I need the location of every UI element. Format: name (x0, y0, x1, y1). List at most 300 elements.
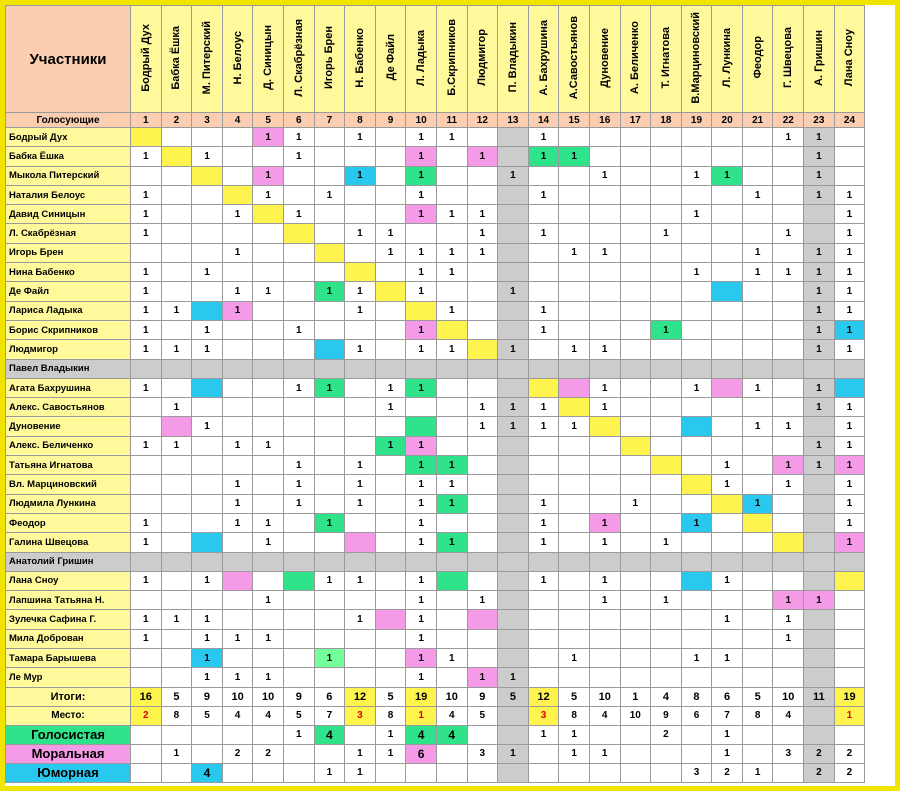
vote-cell: 1 (589, 591, 620, 610)
vote-cell (314, 166, 345, 185)
vote-cell (467, 320, 498, 339)
vote-cell: 1 (253, 591, 284, 610)
vote-cell: 1 (773, 475, 804, 494)
vote-cell (681, 475, 712, 494)
vote-cell (712, 398, 743, 417)
vote-cell (559, 166, 590, 185)
summary-cell: 2 (253, 744, 284, 763)
vote-cell: 1 (406, 475, 437, 494)
vote-cell: 1 (283, 128, 314, 147)
vote-cell (589, 320, 620, 339)
vote-cell: 1 (498, 340, 529, 359)
vote-cell (192, 359, 223, 378)
vote-cell (651, 128, 682, 147)
vote-cell (620, 610, 651, 629)
column-header (467, 6, 498, 113)
vote-cell (406, 359, 437, 378)
summary-cell: 8 (161, 706, 192, 725)
vote-cell (192, 513, 223, 532)
vote-cell (222, 224, 253, 243)
participant-row (6, 340, 865, 359)
vote-cell (498, 494, 529, 513)
vote-cell (406, 301, 437, 320)
vote-cell (620, 533, 651, 552)
vote-cell: 1 (436, 494, 467, 513)
vote-cell (589, 649, 620, 668)
vote-cell (253, 398, 284, 417)
vote-cell (651, 301, 682, 320)
vote-cell (559, 359, 590, 378)
vote-cell (222, 591, 253, 610)
vote-cell (559, 629, 590, 648)
vote-cell: 1 (773, 417, 804, 436)
vote-cell: 1 (742, 185, 773, 204)
vote-cell (192, 552, 223, 571)
vote-cell: 1 (222, 436, 253, 455)
vote-cell: 1 (773, 456, 804, 475)
vote-cell (742, 533, 773, 552)
vote-cell (681, 224, 712, 243)
voter-number: 6 (283, 113, 314, 128)
vote-cell (804, 475, 835, 494)
vote-cell (314, 668, 345, 687)
summary-cell: 9 (283, 687, 314, 706)
vote-cell (559, 494, 590, 513)
vote-cell (283, 263, 314, 282)
vote-cell: 1 (406, 263, 437, 282)
vote-cell (253, 340, 284, 359)
participant-row (6, 591, 865, 610)
vote-cell (804, 571, 835, 590)
vote-cell: 1 (406, 494, 437, 513)
column-header (314, 6, 345, 113)
vote-cell (742, 649, 773, 668)
vote-cell (681, 591, 712, 610)
vote-cell (467, 378, 498, 397)
vote-cell: 1 (406, 649, 437, 668)
summary-cell: 2 (804, 744, 835, 763)
vote-cell (589, 282, 620, 301)
vote-cell (436, 147, 467, 166)
summary-cell (253, 763, 284, 782)
vote-cell: 1 (253, 166, 284, 185)
vote-cell (161, 494, 192, 513)
participant-name: Игорь Брен (6, 243, 131, 262)
vote-cell: 1 (834, 533, 865, 552)
vote-cell: 1 (283, 147, 314, 166)
vote-cell: 1 (131, 205, 162, 224)
vote-cell: 1 (834, 282, 865, 301)
vote-cell (498, 378, 529, 397)
summary-cell: 11 (804, 687, 835, 706)
column-header-label: А. Беличенко (629, 20, 642, 95)
vote-cell (498, 185, 529, 204)
summary-cell (681, 725, 712, 744)
vote-cell: 1 (804, 282, 835, 301)
vote-cell: 1 (834, 475, 865, 494)
summary-cell: 1 (375, 725, 406, 744)
vote-cell (742, 629, 773, 648)
vote-cell: 1 (773, 591, 804, 610)
vote-cell: 1 (804, 398, 835, 417)
vote-cell (375, 533, 406, 552)
vote-cell (712, 205, 743, 224)
summary-cell (498, 725, 529, 744)
column-header-label: Бабка Ёшка (170, 25, 183, 90)
vote-cell (528, 552, 559, 571)
vote-cell (498, 533, 529, 552)
summary-cell: 5 (559, 687, 590, 706)
vote-cell (161, 513, 192, 532)
vote-cell (528, 668, 559, 687)
vote-cell (406, 224, 437, 243)
vote-cell: 1 (192, 610, 223, 629)
vote-cell (314, 224, 345, 243)
vote-cell (222, 128, 253, 147)
vote-cell (314, 301, 345, 320)
vote-cell (192, 301, 223, 320)
vote-cell: 1 (467, 243, 498, 262)
vote-cell (345, 552, 376, 571)
vote-cell (712, 629, 743, 648)
vote-cell (314, 205, 345, 224)
column-header (681, 6, 712, 113)
vote-cell (528, 436, 559, 455)
vote-cell (834, 552, 865, 571)
summary-cell (834, 725, 865, 744)
vote-cell (375, 610, 406, 629)
vote-cell (804, 610, 835, 629)
vote-cell (773, 436, 804, 455)
vote-cell: 1 (406, 166, 437, 185)
vote-cell: 1 (804, 320, 835, 339)
vote-cell: 1 (192, 629, 223, 648)
summary-cell (804, 706, 835, 725)
vote-cell: 1 (406, 282, 437, 301)
summary-cell (314, 744, 345, 763)
summary-cell: 10 (253, 687, 284, 706)
vote-cell (436, 591, 467, 610)
summary-cell: 1 (712, 725, 743, 744)
vote-cell (620, 571, 651, 590)
vote-cell (467, 340, 498, 359)
vote-cell: 1 (192, 571, 223, 590)
vote-cell (131, 552, 162, 571)
summary-cell: 4 (222, 706, 253, 725)
vote-cell (467, 649, 498, 668)
voter-number: 24 (834, 113, 865, 128)
summary-cell: 1 (345, 763, 376, 782)
vote-cell (436, 166, 467, 185)
vote-cell (498, 513, 529, 532)
vote-cell (804, 649, 835, 668)
vote-cell (712, 533, 743, 552)
vote-cell (651, 436, 682, 455)
participant-row (6, 533, 865, 552)
vote-cell: 1 (773, 629, 804, 648)
vote-cell (589, 359, 620, 378)
vote-cell (498, 243, 529, 262)
column-header-label: Дуновение (598, 27, 611, 88)
vote-cell (742, 340, 773, 359)
vote-cell (559, 263, 590, 282)
vote-cell (161, 282, 192, 301)
summary-cell: 3 (528, 706, 559, 725)
participant-name: Давид Синицын (6, 205, 131, 224)
vote-cell: 1 (283, 456, 314, 475)
vote-cell (498, 591, 529, 610)
vote-cell: 1 (589, 166, 620, 185)
participant-row (6, 436, 865, 455)
vote-cell (345, 533, 376, 552)
column-header (131, 6, 162, 113)
vote-cell: 1 (834, 417, 865, 436)
vote-cell (559, 456, 590, 475)
vote-cell (712, 378, 743, 397)
vote-cell (131, 456, 162, 475)
vote-cell: 1 (742, 494, 773, 513)
vote-cell (253, 649, 284, 668)
vote-cell: 1 (467, 224, 498, 243)
summary-cell: 2 (834, 744, 865, 763)
column-header-label: Т. Игнатова (659, 26, 672, 89)
vote-cell (498, 456, 529, 475)
vote-cell (834, 571, 865, 590)
participant-row (6, 513, 865, 532)
vote-cell (559, 301, 590, 320)
vote-cell (498, 205, 529, 224)
vote-cell: 1 (283, 205, 314, 224)
vote-cell (253, 494, 284, 513)
vote-cell (192, 398, 223, 417)
vote-cell (773, 282, 804, 301)
vote-cell (222, 456, 253, 475)
summary-cell (283, 744, 314, 763)
vote-cell (375, 494, 406, 513)
summary-cell: 2 (651, 725, 682, 744)
voter-number: 13 (498, 113, 529, 128)
vote-cell (161, 263, 192, 282)
vote-cell (589, 147, 620, 166)
vote-cell (528, 378, 559, 397)
vote-cell: 1 (467, 147, 498, 166)
vote-cell: 1 (131, 224, 162, 243)
voters-label: Голосующие (6, 113, 131, 128)
vote-cell (222, 185, 253, 204)
vote-cell (314, 552, 345, 571)
vote-cell: 1 (406, 185, 437, 204)
vote-cell (253, 378, 284, 397)
vote-cell (681, 436, 712, 455)
summary-cell: 10 (620, 706, 651, 725)
vote-cell (314, 359, 345, 378)
vote-cell: 1 (345, 610, 376, 629)
vote-cell (742, 166, 773, 185)
vote-cell (375, 128, 406, 147)
vote-cell (192, 185, 223, 204)
vote-cell (345, 243, 376, 262)
vote-cell (467, 513, 498, 532)
column-header-label: Бодрый Дух (139, 23, 152, 92)
vote-cell (436, 359, 467, 378)
participant-row (6, 263, 865, 282)
summary-cell (528, 763, 559, 782)
summary-cell (651, 744, 682, 763)
vote-cell (375, 282, 406, 301)
vote-cell: 1 (253, 533, 284, 552)
summary-cell: 3 (345, 706, 376, 725)
vote-cell: 1 (834, 224, 865, 243)
column-header (804, 6, 835, 113)
column-header-label: А.Савостьянов (568, 15, 581, 100)
vote-cell (436, 282, 467, 301)
vote-cell (131, 668, 162, 687)
vote-cell: 1 (528, 513, 559, 532)
vote-cell (161, 359, 192, 378)
vote-cell (131, 417, 162, 436)
summary-cell: 5 (742, 687, 773, 706)
vote-cell (620, 591, 651, 610)
summary-cell (773, 763, 804, 782)
vote-cell: 1 (681, 649, 712, 668)
column-header (773, 6, 804, 113)
participant-name: Л. Скабрёзная (6, 224, 131, 243)
vote-cell (528, 205, 559, 224)
participant-name: Анатолий Гришин (6, 552, 131, 571)
vote-cell (834, 359, 865, 378)
summary-cell (345, 725, 376, 744)
summary-cell: 5 (498, 687, 529, 706)
vote-cell (681, 340, 712, 359)
vote-cell: 1 (253, 185, 284, 204)
vote-cell (742, 475, 773, 494)
vote-cell: 1 (559, 340, 590, 359)
summary-cell: 7 (314, 706, 345, 725)
vote-cell (161, 629, 192, 648)
vote-cell (375, 166, 406, 185)
vote-cell (345, 205, 376, 224)
vote-cell (253, 320, 284, 339)
summary-cell: 9 (467, 687, 498, 706)
vote-cell (773, 533, 804, 552)
vote-cell (742, 224, 773, 243)
vote-cell (161, 668, 192, 687)
vote-cell: 1 (528, 533, 559, 552)
vote-cell: 1 (406, 533, 437, 552)
vote-cell: 1 (222, 205, 253, 224)
vote-cell (498, 128, 529, 147)
vote-cell (222, 417, 253, 436)
vote-cell (161, 243, 192, 262)
vote-cell: 1 (345, 282, 376, 301)
voter-number: 12 (467, 113, 498, 128)
vote-cell: 1 (804, 128, 835, 147)
vote-cell (222, 552, 253, 571)
vote-cell: 1 (834, 436, 865, 455)
vote-cell (375, 205, 406, 224)
vote-cell (559, 513, 590, 532)
vote-cell (681, 359, 712, 378)
vote-cell (345, 668, 376, 687)
vote-cell (589, 610, 620, 629)
summary-cell: 4 (589, 706, 620, 725)
vote-cell (528, 359, 559, 378)
vote-cell (222, 320, 253, 339)
participant-name: Лапшина Татьяна Н. (6, 591, 131, 610)
summary-cell (131, 763, 162, 782)
participant-name: Алекс. Савостьянов (6, 398, 131, 417)
participant-name: Ле Мур (6, 668, 131, 687)
summary-cell (222, 725, 253, 744)
vote-cell (467, 185, 498, 204)
summary-cell: 4 (773, 706, 804, 725)
vote-cell (498, 301, 529, 320)
summary-cell: 6 (681, 706, 712, 725)
participant-row (6, 301, 865, 320)
vote-cell (222, 359, 253, 378)
voter-number: 16 (589, 113, 620, 128)
vote-cell (222, 533, 253, 552)
vote-cell (283, 513, 314, 532)
vote-cell (345, 185, 376, 204)
vote-cell: 1 (589, 398, 620, 417)
column-header (498, 6, 529, 113)
vote-cell (620, 629, 651, 648)
corner-label: Участники (6, 6, 131, 113)
vote-cell (528, 591, 559, 610)
summary-cell (681, 744, 712, 763)
vote-cell (712, 185, 743, 204)
vote-cell (467, 571, 498, 590)
vote-cell (651, 282, 682, 301)
vote-cell (742, 668, 773, 687)
participant-row (6, 282, 865, 301)
vote-cell (620, 340, 651, 359)
vote-cell (283, 224, 314, 243)
vote-cell (742, 205, 773, 224)
voter-number: 23 (804, 113, 835, 128)
vote-cell (161, 185, 192, 204)
vote-cell: 1 (131, 629, 162, 648)
vote-cell (131, 649, 162, 668)
vote-cell (651, 263, 682, 282)
participant-name: Агата Бахрушина (6, 378, 131, 397)
vote-cell (651, 629, 682, 648)
vote-cell (161, 320, 192, 339)
vote-cell (467, 533, 498, 552)
column-header-label: Л. Лункина (721, 27, 734, 88)
vote-cell (467, 166, 498, 185)
vote-cell: 1 (651, 224, 682, 243)
vote-cell: 1 (467, 417, 498, 436)
participant-row (6, 552, 865, 571)
vote-cell (498, 649, 529, 668)
vote-cell (406, 398, 437, 417)
vote-cell: 1 (253, 128, 284, 147)
vote-cell: 1 (834, 398, 865, 417)
vote-cell: 1 (345, 224, 376, 243)
vote-cell: 1 (406, 513, 437, 532)
vote-cell (773, 205, 804, 224)
vote-cell (498, 610, 529, 629)
vote-cell: 1 (314, 185, 345, 204)
vote-cell (804, 224, 835, 243)
vote-cell (651, 456, 682, 475)
summary-cell (559, 763, 590, 782)
vote-cell: 1 (131, 436, 162, 455)
summary-cell (131, 744, 162, 763)
vote-cell (498, 320, 529, 339)
